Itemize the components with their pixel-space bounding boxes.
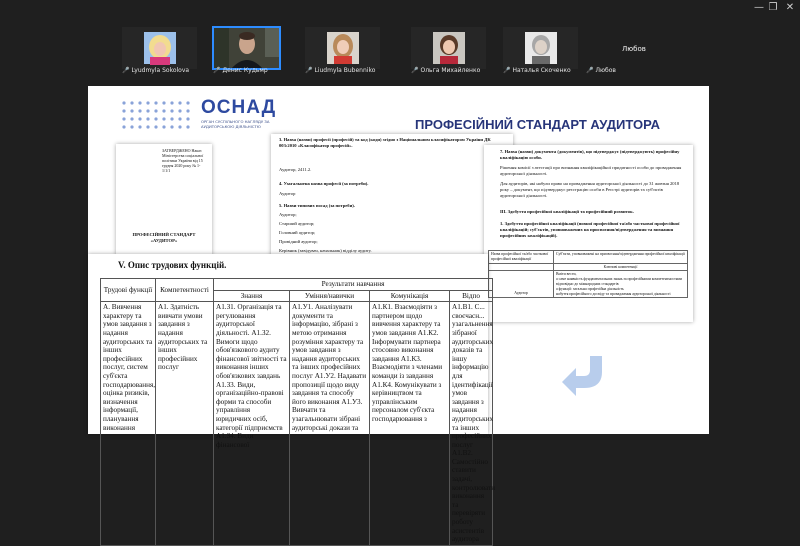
window-titlebar [0, 0, 800, 16]
table-cell: А1. Здатність вивчати умови завдання з надання аудиторських та інших професійних послуг [156, 302, 214, 546]
column-header: Відпо [450, 290, 493, 302]
column-header: Комунікація [370, 290, 450, 302]
close-button[interactable]: ✕ [785, 2, 795, 13]
document-page-labor-functions [88, 254, 496, 544]
cell-text: а саме наявність фундаментальних знань за професійними компетентностями відповідно до міжнародних стандартів [556, 277, 682, 286]
position-item: Аудитор; [279, 212, 297, 217]
section-4-value: Аудитор [279, 191, 296, 196]
participant-strip [0, 27, 800, 79]
section-5-heading: 5. Назви типових посад (за потреби). [279, 203, 355, 208]
mic-muted-icon: 🎤 [586, 67, 594, 74]
participant-video [213, 27, 280, 69]
participant-tile[interactable] [586, 27, 661, 79]
avatar [433, 32, 465, 64]
participant-tile[interactable] [411, 27, 486, 79]
participant-name: Наталья Скоченко [512, 67, 571, 74]
participant-name: Денис Кудьмр [222, 67, 268, 74]
qualification-table [488, 250, 688, 298]
section-3-heading: 3. Назва (назви) професії (професій) та код (коди) згідно з Національним класифікатором України ДК 003:2010 «Класифікатор професій». [279, 137, 491, 148]
table-cell: А1.К1. Взаємодіяти з партнером щодо вивчення характеру та умов завдання А1.К2. Інформувати партнера стосовно виконання завдання А1.К3. Взаємодіяти з членами команди із завдання А1.К4. Комунікувати з керівництвом та управлінським персоналом суб'єкта господарювання з [370, 302, 450, 546]
table-header: Назва професійної та/або часткової професійної кваліфікації [489, 251, 554, 264]
document-page-approval [116, 144, 212, 256]
position-item: Головний аудитор; [279, 230, 316, 235]
participant-tile[interactable] [503, 27, 578, 79]
document-page-sections [271, 134, 513, 258]
column-header: Трудові функції [101, 279, 156, 302]
participant-display-name: Любов [622, 45, 646, 53]
column-header: Знання [214, 290, 290, 302]
table-cell: А1.З1. Організація та регулювання аудиторської діяльності. А1.З2. Вимоги щодо обов'язкового аудиту фінансової звітності та виконання інших обов'язкових завдань А1.З3. Види, організаційно-правові форми та способи управління юридичних осіб, категорії підприємств А1.З4. Види фінансової [214, 302, 290, 546]
column-header: Компетентності [156, 279, 214, 302]
section-3-value: Аудитор, 2411.2. [279, 167, 312, 172]
mic-muted-icon: 🎤 [305, 67, 313, 74]
position-item: Старший аудитор; [279, 221, 315, 226]
avatar [525, 32, 557, 64]
table-header: Ключові компетенції [554, 263, 688, 271]
table-title: V. Опис трудових функцій. [118, 260, 227, 270]
column-header: Уміння/навички [290, 290, 370, 302]
cell-text: а функції: загальна професійна діяльність [556, 286, 624, 291]
position-item: Керівник (завідувач, начальник) відділу аудиту. [279, 248, 372, 253]
table-cell: Аудитор [489, 271, 554, 298]
cell-text: набуття професійного досвіду та провадження аудиторської діяльності [556, 291, 671, 296]
arrow-curved-left-icon [558, 354, 610, 402]
participant-tile[interactable] [305, 27, 380, 79]
column-header: Результати навчання [214, 279, 493, 291]
video-frame [503, 27, 578, 69]
minimize-button[interactable]: — [754, 2, 764, 13]
labor-functions-table [100, 278, 496, 546]
mic-muted-icon: 🎤 [213, 67, 221, 74]
section-iii-heading: III. Здобуття професійної кваліфікації та професійний розвиток. [500, 209, 634, 214]
osnad-logo-subtitle: ОРГАН СУСПІЛЬНОГО НАГЛЯДУ ЗА АУДИТОРСЬКОЮ ДІЯЛЬНІСТЮ [201, 119, 270, 129]
table-cell: А. Вивчення характеру та умов завдання з надання аудиторських та інших професійних послуг, систем суб'єкта господарювання, оцінка ризиків, визначення інформації, планування виконання [101, 302, 156, 546]
participant-name: Lyudmyla Sokolova [131, 67, 190, 74]
mic-muted-icon: 🎤 [503, 67, 511, 74]
document-page-qualification [484, 145, 693, 322]
table-cell: А1.В1. С... своєчасн... узагальнення зібраної аудиторських доказів та іншу інформацію для ідентифікації умов завдання з надання аудиторських та інших професійних послуг А1.В2. Самостійно ставити задачі, контролювати виконання та перевіряти роботу асистентів аудитора [450, 302, 493, 546]
table-cell: А1.У1. Аналізувати документи та інформацію, зібрані з метою отримання розуміння характеру та умов завдання з надання аудиторських та інших професійних послуг А1.У2. Надавати пропозиції щодо виду завдання та способу його виконання А1.У3. Вивчати та узагальнювати зібрані аудиторські докази та [290, 302, 370, 546]
approval-stamp-text: ЗАТВЕРДЖЕНО Наказ Міністерства соціальної політики України від 15 грудня 2020 року № 1-1/1/1 [162, 148, 204, 173]
video-frame [122, 27, 197, 69]
participant-tile-active[interactable] [213, 27, 280, 79]
section-7-paragraph: Рішення комісії з атестації про визнання кваліфікаційної придатності особи до провадження аудиторської діяльності. [500, 165, 682, 176]
position-item: Провідний аудитор; [279, 239, 318, 244]
participant-tile[interactable] [122, 27, 197, 79]
osnad-logo-text: ОСНАД [201, 97, 277, 118]
section-7-paragraph: Для аудиторів, які набули право на провадження аудиторської діяльності до 31 жовтня 2018 року – документ, що підтверджує реєстрацію особи в Реєстрі аудиторів та суб'єктів аудиторської діяльності. [500, 181, 680, 198]
participant-name: Liudmyla Bubenniko [314, 67, 376, 74]
participant-name: Ольга Михайленко [420, 67, 481, 74]
section-7-heading: 7. Назва (назви) документа (документів), що підтверджує (підтверджують) професійну кваліфікацію особи. [500, 149, 680, 160]
mic-muted-icon: 🎤 [411, 67, 419, 74]
standard-name: ПРОФЕСІЙНИЙ СТАНДАРТ «АУДИТОР» [132, 232, 196, 243]
video-frame [213, 27, 280, 69]
video-frame [411, 27, 486, 69]
avatar [144, 32, 176, 64]
table-row [101, 302, 493, 546]
table-header: Суб'єкти, уповноважені на присвоєння/підтвердження професійної кваліфікації [554, 251, 688, 264]
table-cell [554, 271, 688, 298]
osnad-logo-dots-icon [120, 99, 192, 129]
section-4-heading: 4. Узагальнена назва професії (за потреби). [279, 181, 369, 186]
maximize-button[interactable]: ❐ [768, 2, 778, 13]
video-frame [305, 27, 380, 69]
section-1-heading: 1. Здобуття професійної кваліфікації (повної професійної та/або часткової професійної кваліфікацій; суб'єктів, уповноважених на присвоєння/підтвердження та визнання професійних кваліфікацій). [500, 221, 680, 238]
cell-text: Вміти вести, [556, 272, 577, 277]
mic-muted-icon: 🎤 [122, 67, 130, 74]
avatar [327, 32, 359, 64]
slide-title: ПРОФЕСІЙНИЙ СТАНДАРТ АУДИТОРА [415, 117, 660, 132]
shared-slide [88, 86, 709, 544]
participant-name: Любов [595, 67, 616, 74]
